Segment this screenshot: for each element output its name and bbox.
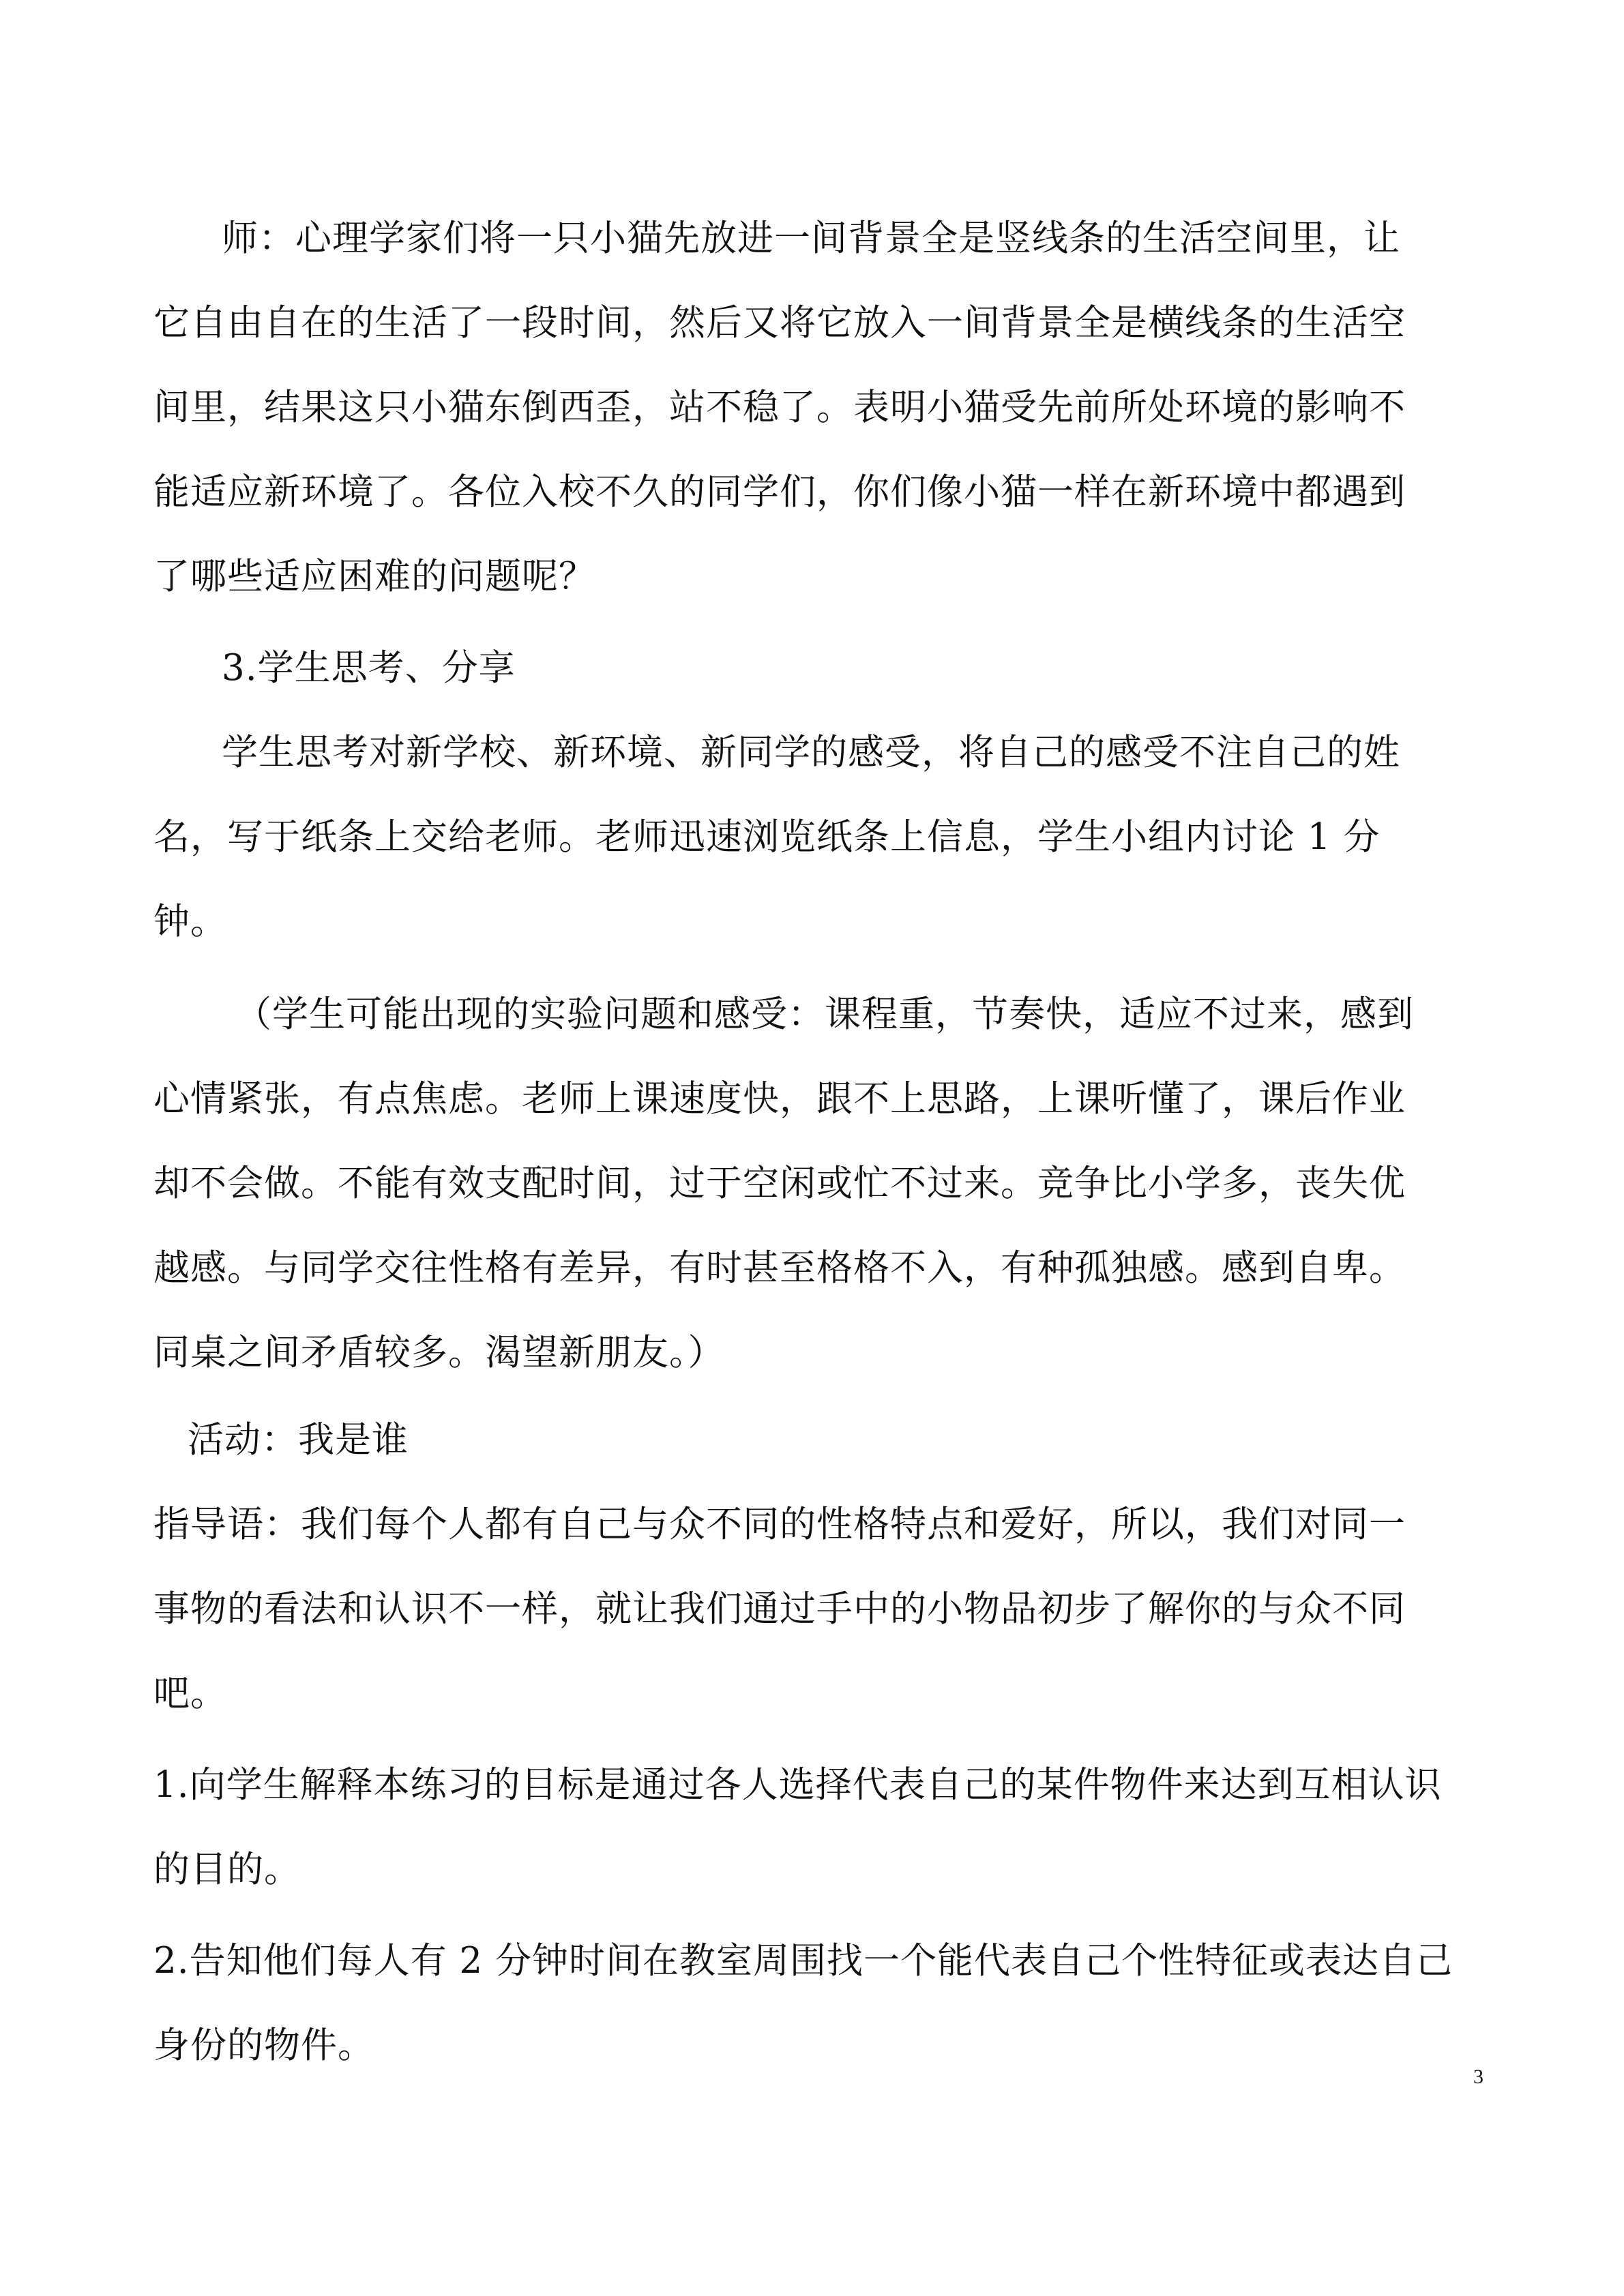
paragraph-line: 指导语：我们每个人都有自己与众不同的性格特点和爱好，所以，我们对同一: [153, 1504, 1406, 1545]
paragraph-line: 心情紧张，有点焦虑。老师上课速度快，跟不上思路，上课听懂了，课后作业: [153, 1078, 1406, 1120]
paragraph-line: 能适应新环境了。各位入校不久的同学们，你们像小猫一样在新环境中都遇到: [153, 471, 1406, 513]
paragraph-line: 师：心理学家们将一只小猫先放进一间背景全是竖线条的生活空间里，让: [222, 218, 1400, 259]
paragraph-line: 了哪些适应困难的问题呢？: [153, 556, 595, 597]
section-heading: 3.学生思考、分享: [222, 647, 516, 689]
paragraph-line: 间里，结果这只小猫东倒西歪，站不稳了。表明小猫受先前所处环境的影响不: [153, 387, 1406, 428]
list-item-line: 1.向学生解释本练习的目标是通过各人选择代表自己的某件物件来达到互相认识: [153, 1764, 1442, 1806]
list-item-line: 2.告知他们每人有 2 分钟时间在教室周围找一个能代表自己个性特征或表达自己: [153, 1940, 1453, 1982]
paragraph-line: 学生思考对新学校、新环境、新同学的感受，将自己的感受不注自己的姓: [222, 732, 1400, 773]
activity-heading: 活动：我是谁: [188, 1419, 409, 1461]
paragraph-line: 事物的看法和认识不一样，就让我们通过手中的小物品初步了解你的与众不同: [153, 1588, 1406, 1630]
page-number: 3: [1473, 2066, 1483, 2088]
paragraph-line: 同桌之间矛盾较多。渴望新朋友。）: [153, 1332, 725, 1373]
paragraph-line: 名，写于纸条上交给老师。老师迅速浏览纸条上信息，学生小组内讨论 1 分: [153, 816, 1381, 858]
list-item-line: 身份的物件。: [153, 2025, 374, 2066]
paragraph-line: 越感。与同学交往性格有差异，有时甚至格格不入，有种孤独感。感到自卑。: [153, 1247, 1406, 1289]
paragraph-line: 吧。: [153, 1673, 227, 1714]
paragraph-line: （学生可能出现的实验问题和感受：课程重，节奏快，适应不过来，感到: [235, 994, 1414, 1035]
paragraph-line: 钟。: [153, 901, 227, 942]
paragraph-line: 却不会做。不能有效支配时间，过于空闲或忙不过来。竞争比小学多，丧失优: [153, 1163, 1406, 1204]
list-item-line: 的目的。: [153, 1849, 301, 1890]
paragraph-line: 它自由自在的生活了一段时间，然后又将它放入一间背景全是横线条的生活空: [153, 302, 1406, 344]
